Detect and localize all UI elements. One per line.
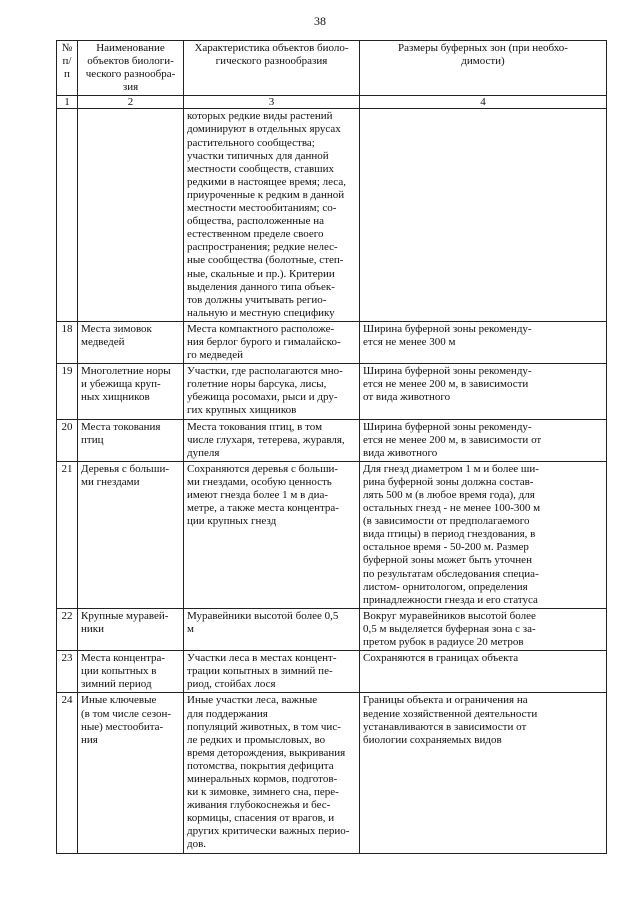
row-object-name: Многолетние норы и убежища круп- ных хищников bbox=[78, 364, 184, 419]
row-buffer: Границы объекта и ограничения на ведение хозяйственной деятельности устанавливаются в зависимости от биологии сохраняемых видов bbox=[360, 693, 607, 853]
buffer-zones-table bbox=[56, 40, 607, 854]
row-characteristic: Иные участки леса, важные для поддержания популяций животных, в том чис- ле редких и промысловых, во время деторождения, выкривания потомства, покрытия дефицита минеральных кормов, подготов- ки к зимовке, зимнего сна, пере- живания глубокоснежья и бес- кормицы, спасения от врагов, и других критически важных перио- дов. bbox=[184, 693, 360, 853]
table-row bbox=[57, 608, 607, 650]
column-number-row bbox=[57, 96, 607, 109]
row-characteristic: Участки леса в местах концент- трации копытных в зимний пе- риод, стойбах лося bbox=[184, 651, 360, 693]
column-number: 4 bbox=[360, 96, 607, 109]
row-characteristic: Сохраняются деревья с больши- ми гнездами, особую ценность имеют гнезда более 1 м в диа- метре, а также места концентра- ции крупных гнезд bbox=[184, 461, 360, 608]
row-number bbox=[57, 109, 78, 322]
row-object-name: Места концентра- ции копытных в зимний период bbox=[78, 651, 184, 693]
row-object-name: Места зимовок медведей bbox=[78, 321, 184, 363]
row-buffer: Ширина буферной зоны рекоменду- ется не менее 200 м, в зависимости от вида животного bbox=[360, 364, 607, 419]
row-number: 18 bbox=[57, 321, 78, 363]
table-header-row bbox=[57, 41, 607, 96]
table-row bbox=[57, 419, 607, 461]
table-row bbox=[57, 461, 607, 608]
header-characteristic: Характеристика объектов биоло- гического разнообразия bbox=[184, 41, 360, 96]
header-object-name: Наименование объектов биологи- ческого разнообра- зия bbox=[78, 41, 184, 96]
table-row bbox=[57, 321, 607, 363]
column-number: 1 bbox=[57, 96, 78, 109]
page-number: 38 bbox=[314, 14, 326, 28]
header-buffer-size: Размеры буферных зон (при необхо- димости) bbox=[360, 41, 607, 96]
row-number: 22 bbox=[57, 608, 78, 650]
table-row bbox=[57, 651, 607, 693]
row-buffer bbox=[360, 109, 607, 322]
row-characteristic: Участки, где располагаются мно- голетние норы барсука, лисы, убежища росомахи, рыси и дру- гих крупных хищников bbox=[184, 364, 360, 419]
column-number: 3 bbox=[184, 96, 360, 109]
row-number: 20 bbox=[57, 419, 78, 461]
row-buffer: Для гнезд диаметром 1 м и более ши- рина буферной зоны должна состав- лять 500 м (в любое время года), для остальных гнезд - не менее 100-300 м (в зависимости от предполагаемого вида птицы) в период гнездования, в остальное время - 50-200 м. Размер буферной зоны может быть уточнен по результатам обследования специа- листом- орнитологом, определения принадлежности гнезда и его статуса bbox=[360, 461, 607, 608]
row-number: 21 bbox=[57, 461, 78, 608]
row-characteristic: Места компактного расположе- ния берлог бурого и гималайско- го медведей bbox=[184, 321, 360, 363]
row-number: 19 bbox=[57, 364, 78, 419]
row-buffer: Ширина буферной зоны рекоменду- ется не менее 200 м, в зависимости от вида животного bbox=[360, 419, 607, 461]
table-row bbox=[57, 364, 607, 419]
row-number: 24 bbox=[57, 693, 78, 853]
row-object-name bbox=[78, 109, 184, 322]
row-characteristic: которых редкие виды растений доминируют в отдельных ярусах растительного сообщества; участки типичных для данной местности сообществ, ставших редкими в настоящее время; леса, приуроченные к редким в данной местности местообитаниям; со- общества, расположенные на естественном пределе своего распространения; редкие нелес- ные сообщества (болотные, степ- ные, скальные и пр.). Критерии выделения данного типа объек- тов должны учитывать регио- нальную и местную специфику bbox=[184, 109, 360, 322]
table-row bbox=[57, 693, 607, 853]
row-buffer: Вокруг муравейников высотой более 0,5 м выделяется буферная зона с за- претом рубок в радиусе 20 метров bbox=[360, 608, 607, 650]
row-object-name: Иные ключевые (в том числе сезон- ные) местообита- ния bbox=[78, 693, 184, 853]
row-characteristic: Муравейники высотой более 0,5 м bbox=[184, 608, 360, 650]
row-number: 23 bbox=[57, 651, 78, 693]
header-number: № п/п bbox=[57, 41, 78, 96]
row-object-name: Крупные муравей- ники bbox=[78, 608, 184, 650]
row-object-name: Деревья с больши- ми гнездами bbox=[78, 461, 184, 608]
row-buffer: Ширина буферной зоны рекоменду- ется не менее 300 м bbox=[360, 321, 607, 363]
row-buffer: Сохраняются в границах объекта bbox=[360, 651, 607, 693]
table-row-continuation bbox=[57, 109, 607, 322]
row-characteristic: Места токования птиц, в том числе глухаря, тетерева, журавля, дупеля bbox=[184, 419, 360, 461]
row-object-name: Места токования птиц bbox=[78, 419, 184, 461]
column-number: 2 bbox=[78, 96, 184, 109]
